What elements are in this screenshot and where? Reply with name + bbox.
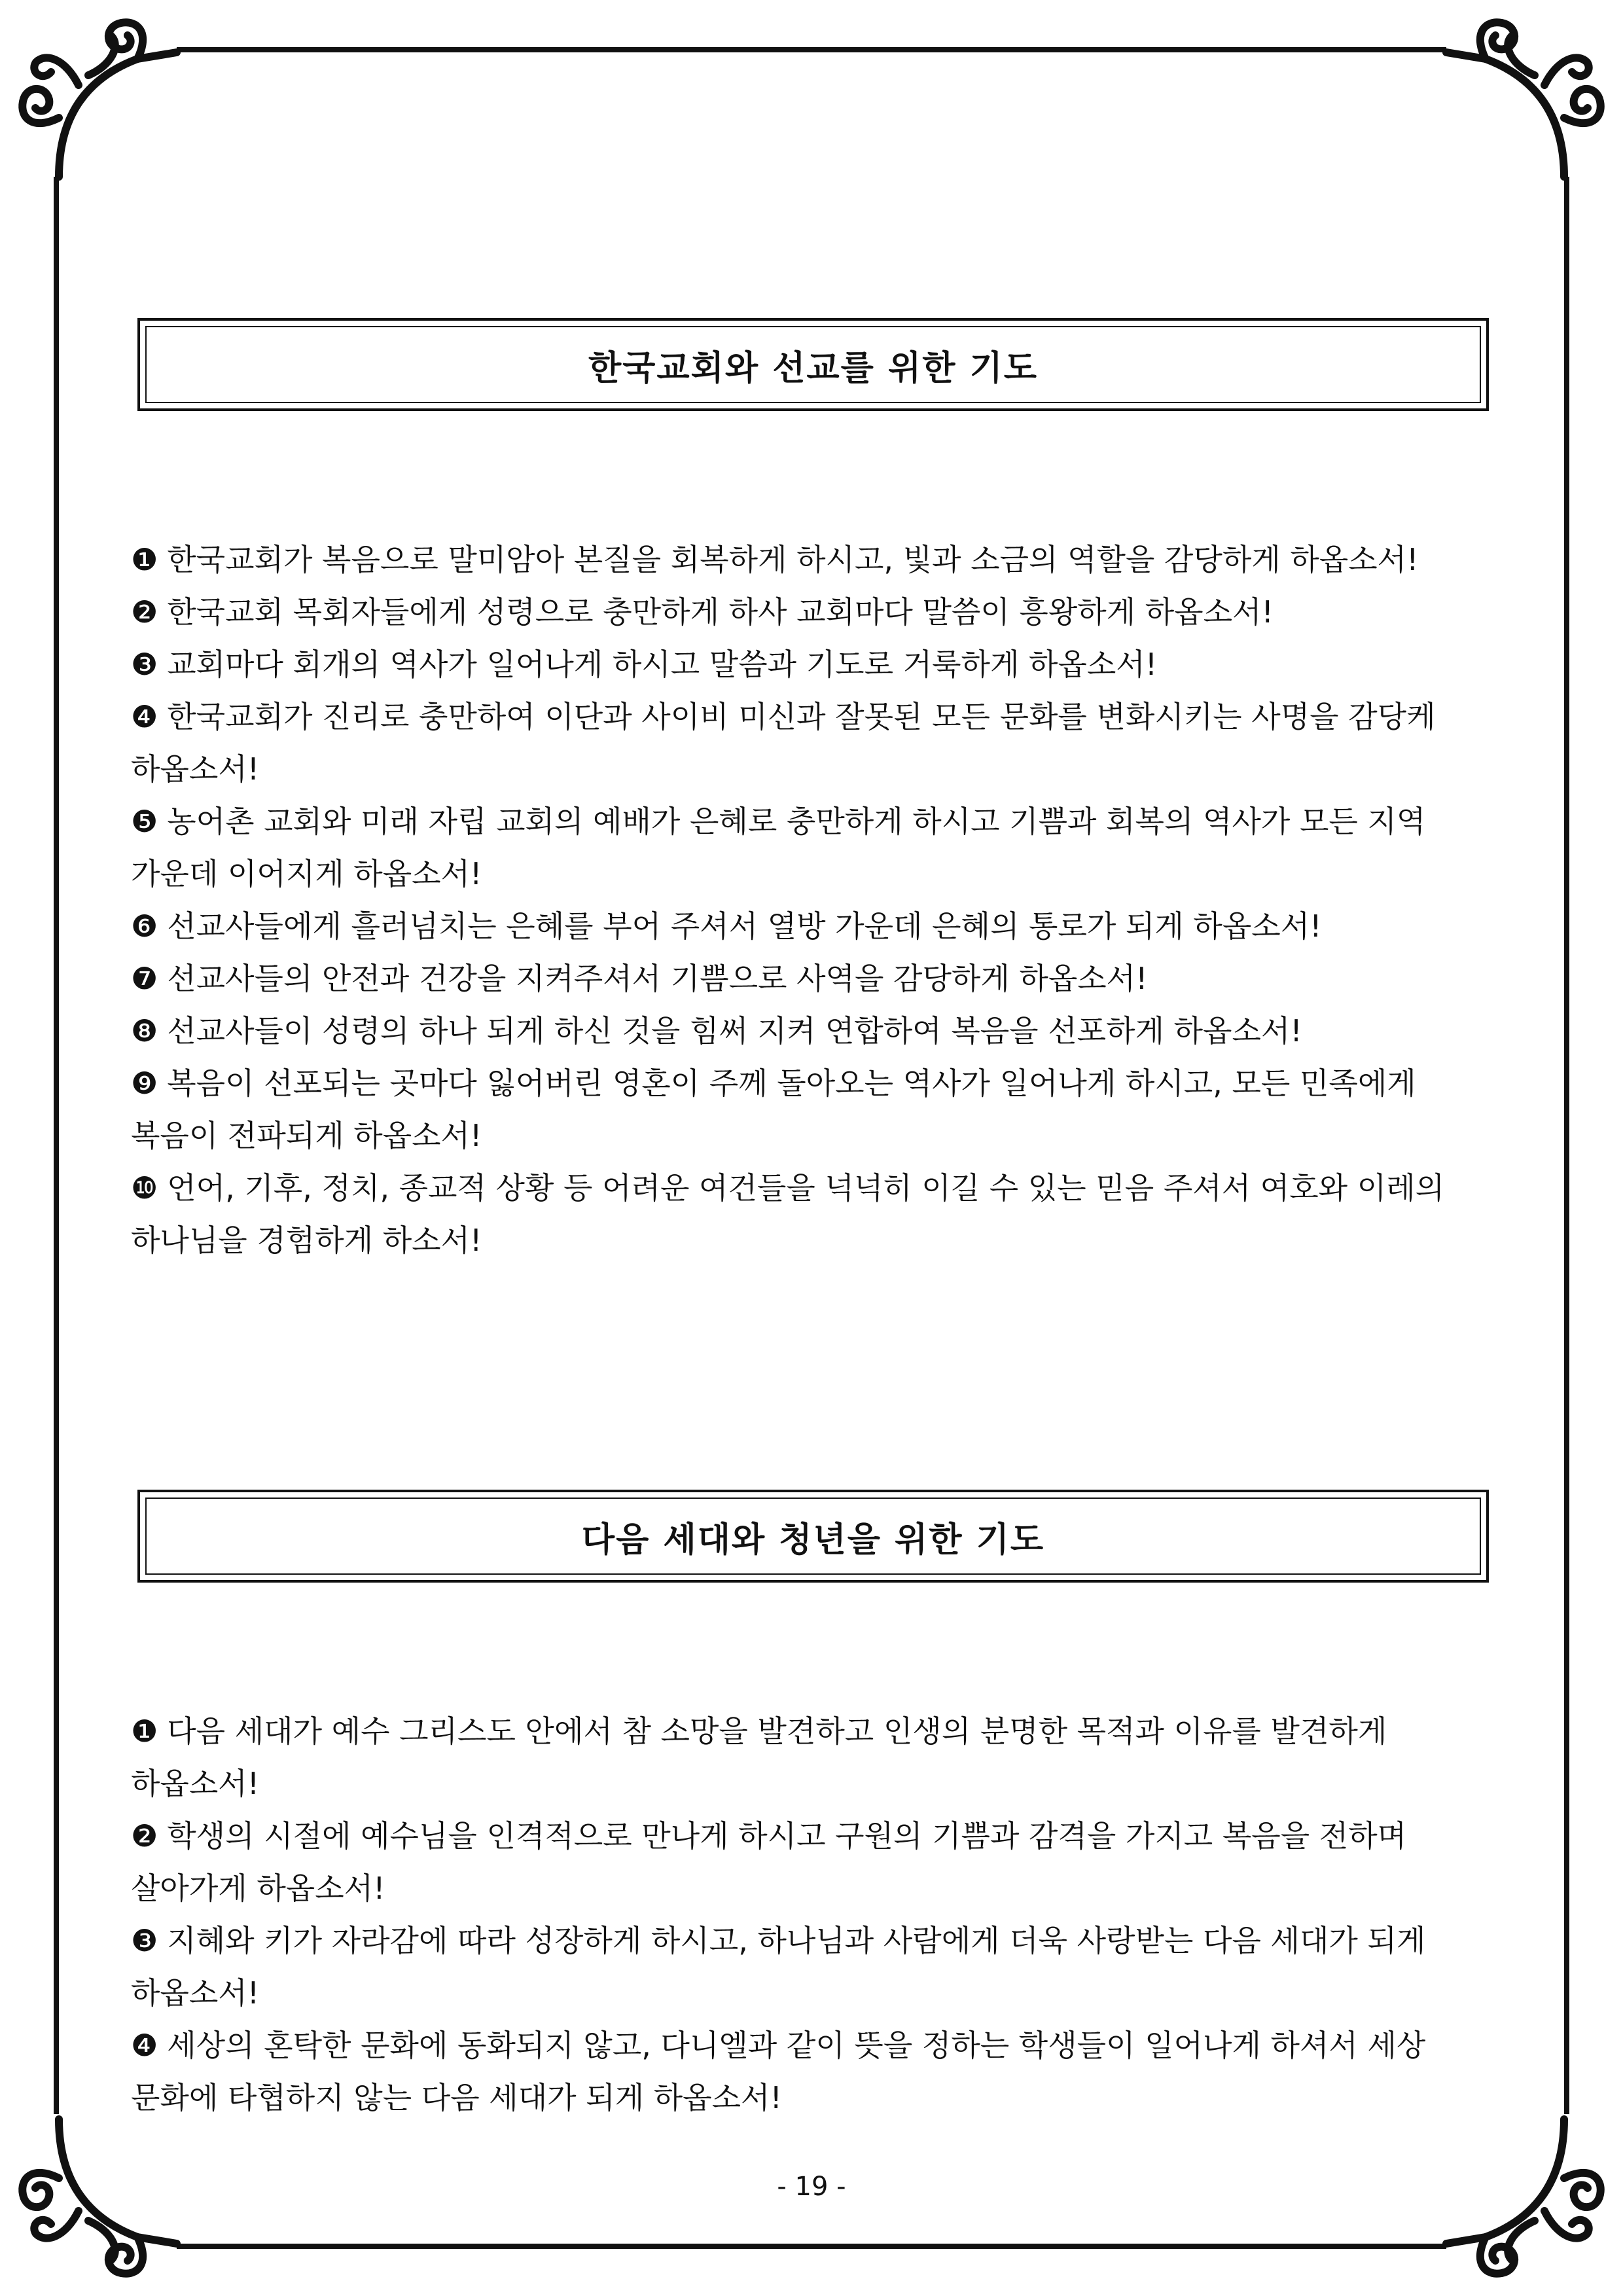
prayer-item: [131, 900, 1499, 952]
frame-right-border: [1564, 177, 1569, 2114]
item-number: ❶: [131, 1713, 158, 1749]
prayer-item: [131, 1705, 1499, 1810]
prayer-item: [131, 2019, 1499, 2124]
item-number: ❿: [131, 1170, 158, 1206]
corner-ornament-top-right-icon: [1440, 7, 1616, 183]
prayer-item: [131, 533, 1499, 586]
item-text: 학생의 시절에 예수님을 인격적으로 만나게 하시고 구원의 기쁨과 감격을 가지고 복음을 전하며 살아가게 하옵소서!: [131, 1818, 1407, 1906]
item-number: ❺: [131, 804, 158, 839]
item-text: 선교사들의 안전과 건강을 지켜주셔서 기쁨으로 사역을 감당하게 하옵소서!: [167, 961, 1148, 996]
item-text: 지혜와 키가 자라감에 따라 성장하게 하시고, 하나님과 사람에게 더욱 사랑받는 다음 세대가 되게 하옵소서!: [131, 1923, 1426, 2011]
prayer-item: [131, 691, 1499, 795]
prayer-item: [131, 1162, 1499, 1266]
frame-left-border: [54, 177, 59, 2114]
item-number: ❼: [131, 961, 158, 996]
item-text: 한국교회가 진리로 충만하여 이단과 사이비 미신과 잘못된 모든 문화를 변화시키는 사명을 감당케 하옵소서!: [131, 699, 1436, 787]
item-text: 언어, 기후, 정치, 종교적 상황 등 어려운 여건들을 넉넉히 이길 수 있는 믿음 주셔서 여호와 이레의 하나님을 경험하게 하소서!: [131, 1170, 1445, 1258]
item-text: 선교사들이 성령의 하나 되게 하신 것을 힘써 지켜 연합하여 복음을 선포하게 하옵소서!: [167, 1013, 1302, 1049]
prayer-item: [131, 1810, 1499, 1914]
prayer-item: [131, 586, 1499, 638]
section-title: 한국교회와 선교를 위한 기도: [145, 326, 1481, 403]
prayer-item: [131, 1057, 1499, 1162]
item-text: 농어촌 교회와 미래 자립 교회의 예배가 은혜로 충만하게 하시고 기쁨과 회복의 역사가 모든 지역 가운데 이어지게 하옵소서!: [131, 804, 1426, 891]
item-text: 선교사들에게 흘러넘치는 은혜를 부어 주셔서 열방 가운데 은혜의 통로가 되게 하옵소서!: [167, 908, 1322, 944]
item-text: 교회마다 회개의 역사가 일어나게 하시고 말씀과 기도로 거룩하게 하옵소서!: [167, 647, 1158, 682]
frame-bottom-border: [177, 2244, 1446, 2249]
item-text: 세상의 혼탁한 문화에 동화되지 않고, 다니엘과 같이 뜻을 정하는 학생들이 일어나게 하셔서 세상 문화에 타협하지 않는 다음 세대가 되게 하옵소서!: [131, 2028, 1426, 2115]
frame-top-border: [177, 47, 1446, 52]
item-number: ❷: [131, 1818, 158, 1854]
prayer-item: [131, 952, 1499, 1005]
item-text: 다음 세대가 예수 그리스도 안에서 참 소망을 발견하고 인생의 분명한 목적과 이유를 발견하게 하옵소서!: [131, 1713, 1387, 1801]
item-number: ❽: [131, 1013, 158, 1049]
item-text: 복음이 선포되는 곳마다 잃어버린 영혼이 주께 돌아오는 역사가 일어나게 하시고, 모든 민족에게 복음이 전파되게 하옵소서!: [131, 1066, 1416, 1153]
item-number: ❸: [131, 647, 158, 682]
item-number: ❻: [131, 908, 158, 944]
item-number: ❾: [131, 1066, 158, 1101]
prayer-item: [131, 638, 1499, 691]
prayer-list-next-generation: [131, 1705, 1499, 2124]
item-number: ❷: [131, 594, 158, 630]
section-title: 다음 세대와 청년을 위한 기도: [145, 1498, 1481, 1575]
section-title-box-next-generation: [137, 1490, 1489, 1583]
item-number: ❹: [131, 2028, 158, 2063]
prayer-item: [131, 1914, 1499, 2019]
section-title-box-church-mission: [137, 318, 1489, 411]
prayer-list-church-mission: [131, 533, 1499, 1266]
item-text: 한국교회 목회자들에게 성령으로 충만하게 하사 교회마다 말씀이 흥왕하게 하옵소서!: [167, 594, 1274, 630]
prayer-item: [131, 1005, 1499, 1057]
item-number: ❶: [131, 542, 158, 577]
prayer-item: [131, 795, 1499, 900]
item-text: 한국교회가 복음으로 말미암아 본질을 회복하게 하시고, 빛과 소금의 역할을 감당하게 하옵소서!: [167, 542, 1419, 577]
item-number: ❹: [131, 699, 158, 734]
item-number: ❸: [131, 1923, 158, 1958]
corner-ornament-top-left-icon: [7, 7, 183, 183]
page-number: - 19 -: [777, 2172, 846, 2202]
